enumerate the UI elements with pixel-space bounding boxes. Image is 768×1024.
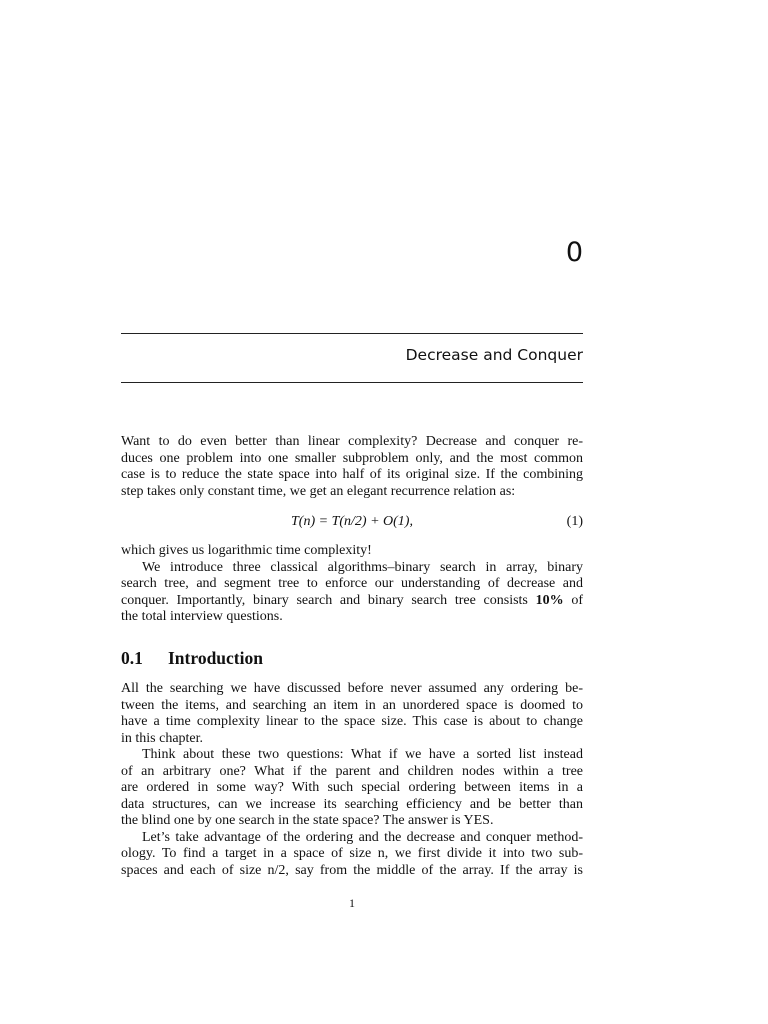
text-line [121,593,583,610]
text-line: which gives us logarithmic time complexity! [121,543,372,558]
text-line: Want to do even better than linear complexity? Decrease and conquer re- [121,434,583,449]
text-line: are ordered in some way? With such special ordering between items in a [121,780,583,795]
text-line: duces one problem into one smaller subproblem only, and the most common [121,450,583,466]
text-line: Think about these two questions: What if we have a sorted list instead [142,747,583,762]
text-line: ology. To find a target in a space of size n, we first divide it into two sub- [121,846,583,861]
text-fragment: of [563,592,583,608]
text-line: We introduce three classical algorithms–binary search in array, binary [142,559,583,575]
text-line: have a time complexity linear to the space size. This case is about to change [121,714,583,729]
text-line: search tree, and segment tree to enforce our understanding of decrease and [121,576,583,591]
chapter-title: Decrease and Conquer [405,346,583,364]
text-line: case is to reduce the state space into half of its original size. If the combining [121,467,583,482]
text-fragment: conquer. Importantly, binary search and binary search tree consists [121,592,536,608]
section-number: 0.1 [121,648,143,668]
intro-continuation [121,543,583,626]
text-line: data structures, can we increase its searching efficiency and be better than [121,796,583,812]
section-title: Introduction [168,648,263,668]
text-line: in this chapter. [121,730,204,746]
text-line: step takes only constant time, we get an elegant recurrence relation as: [121,483,516,499]
text-line: All the searching we have discussed before never assumed any ordering be- [121,681,583,696]
text-line: tween the items, and searching an item in an unordered space is doomed to [121,697,583,713]
section-body [121,681,583,879]
text-line: the total interview questions. [121,609,283,624]
text-line: the blind one by one search in the state space? The answer is YES. [121,813,494,828]
chapter-number: 0 [565,237,583,268]
chapter-rule-top [121,333,583,334]
bold-percentage: 10% [535,592,564,608]
recurrence-equation: T(n) = T(n/2) + O(1), [291,514,413,529]
equation-row [121,513,583,531]
chapter-rule-bottom [121,382,583,383]
text-line: of an arbitrary one? What if the parent and children nodes within a tree [121,763,583,779]
text-line: Let’s take advantage of the ordering and the decrease and conquer method- [142,829,583,845]
text-line: spaces and each of size n/2, say from the middle of the array. If the array is [121,862,583,878]
intro-paragraph [121,434,583,500]
section-heading [121,647,263,669]
page-number: 1 [349,896,355,910]
equation-number: (1) [566,514,583,529]
